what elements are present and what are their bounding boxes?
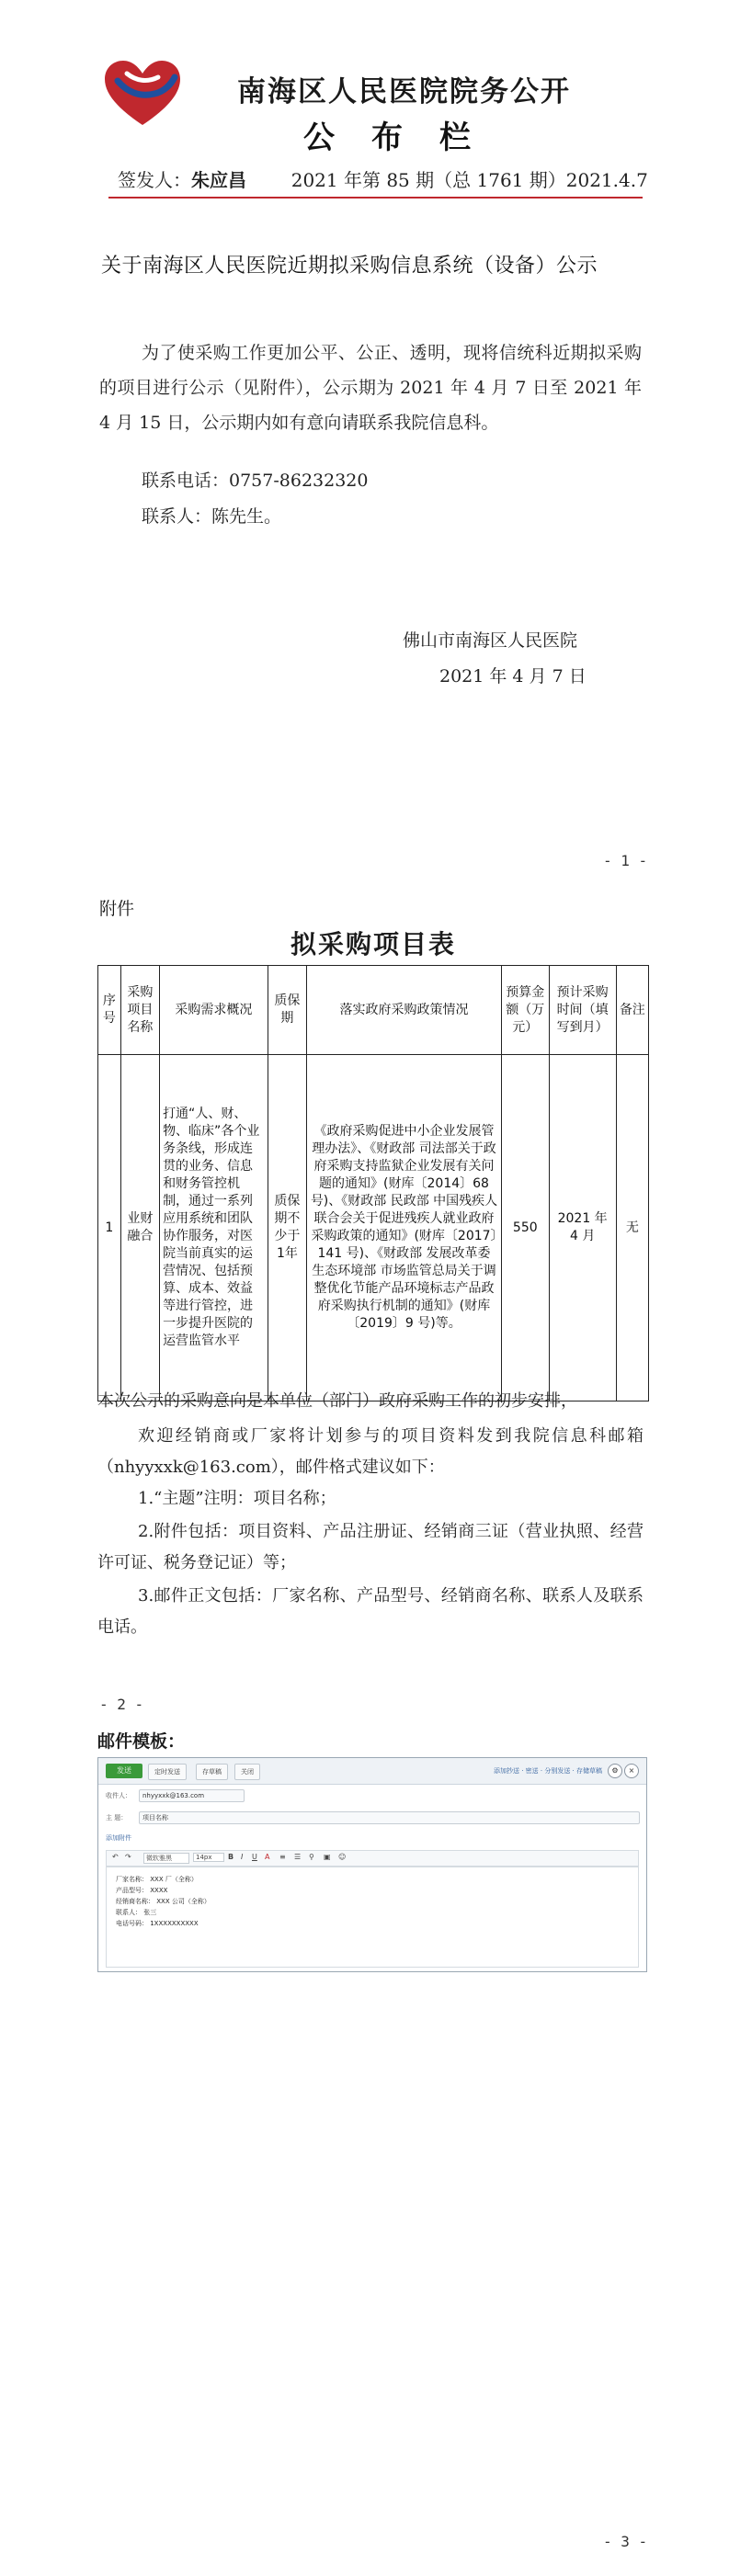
column-header: 序号	[98, 966, 121, 1055]
mail-toolbar	[98, 1758, 646, 1785]
attachment-label: 附件	[99, 899, 135, 919]
column-header: 采购需求概况	[160, 966, 268, 1055]
subject-label: 主 题：	[106, 1814, 128, 1821]
link-icon[interactable]: ⚲	[309, 1853, 314, 1861]
issue-info: 2021 年第 85 期（总 1761 期）2021.4.7	[290, 169, 648, 191]
invite-paragraph: 欢迎经销商或厂家将计划参与的项目资料发到我院信息科邮箱（nhyyxxk@163.com），邮件格式建议如下：	[97, 1426, 644, 1477]
format-item-3: 3.邮件正文包括：厂家名称、产品型号、经销商名称、联系人及联系电话。	[97, 1586, 644, 1637]
italic-icon[interactable]: I	[241, 1853, 244, 1861]
cell-warranty: 质保期不少于1年	[268, 1055, 306, 1401]
body-line: 经销商名称： XXX 公司（全称）	[116, 1898, 211, 1905]
font-select[interactable]: 微软雅黑	[143, 1853, 189, 1864]
cell-remark: 无	[616, 1055, 648, 1401]
cell-no: 1	[98, 1055, 121, 1401]
to-label: 收件人：	[106, 1792, 131, 1799]
toolbar-links[interactable]: 添加抄送 · 密送 · 分别发送 · 存储草稿	[493, 1767, 602, 1775]
list-icon[interactable]: ☰	[294, 1853, 302, 1861]
align-left-icon[interactable]: ≡	[279, 1853, 286, 1861]
procurement-table	[97, 965, 649, 1401]
cell-policy: 《政府采购促进中小企业发展管理办法》、《财政部 司法部关于政府采购支持监狱企业发展有关问题的通知》(财库〔2014〕68 号)、《财政部 民政部 中国残疾人联合会关于促进残疾人就业政府采购政策的通知》(财库〔2017〕141 号)、《财政部 发展改革委 生态环境部 市场监管总局关于调整优化节能产品环境标志产品政府采购执行机制的通知》(财库〔2019〕9 号)等。	[307, 1055, 502, 1401]
mail-compose-window	[97, 1757, 647, 1972]
image-icon[interactable]: ▣	[324, 1853, 331, 1861]
body-line: 产品型号： XXXX	[116, 1887, 168, 1894]
cell-budget: 550	[501, 1055, 549, 1401]
cell-time: 2021 年 4 月	[549, 1055, 616, 1401]
bold-icon[interactable]: B	[228, 1853, 234, 1861]
redo-icon[interactable]: ↷	[125, 1853, 131, 1861]
hospital-name: 南海区人民医院院务公开	[237, 75, 571, 108]
close-icon[interactable]: ×	[624, 1764, 639, 1778]
body-line: 联系人： 张三	[116, 1909, 157, 1916]
after-table-note: 本次公示的采购意向是本单位（部门）政府采购工作的初步安排，	[97, 1391, 577, 1411]
column-header: 预计采购时间（填写到月）	[549, 966, 616, 1055]
scheduled-send-button[interactable]: 定时发送	[148, 1764, 187, 1780]
to-input[interactable]: nhyyxxk@163.com	[139, 1789, 245, 1802]
formatting-toolbar	[106, 1850, 639, 1867]
format-item-2: 2.附件包括：项目资料、产品注册证、经销商三证（营业执照、经营许可证、税务登记证）等；	[97, 1522, 644, 1572]
board-title: 公布栏	[303, 119, 507, 156]
column-header: 落实政府采购政策情况	[307, 966, 502, 1055]
hospital-logo-icon	[99, 57, 186, 131]
font-color-icon[interactable]: A	[265, 1853, 270, 1861]
page-number-2: - 2 -	[99, 1696, 144, 1713]
notice-title: 关于南海区人民医院近期拟采购信息系统（设备）公示	[101, 255, 598, 278]
underline-icon[interactable]: U	[252, 1853, 257, 1861]
page-number-1: - 1 -	[603, 852, 648, 869]
body-line: 厂家名称： XXX 厂（全称）	[116, 1876, 198, 1883]
column-header: 备注	[616, 966, 648, 1055]
format-item-1: 1.“主题”注明：项目名称；	[138, 1489, 336, 1508]
send-button[interactable]: 发送	[106, 1764, 142, 1778]
column-header: 采购项目名称	[120, 966, 159, 1055]
font-size-select[interactable]: 14px	[193, 1853, 224, 1862]
issue-meta	[118, 165, 648, 192]
notice-paragraph: 为了使采购工作更加公平、公正、透明，现将信统科近期拟采购的项目进行公示（见附件），公示期为 2021 年 4 月 7 日至 2021 年 4 月 15 日，公示期内如有意向请联系我院信息科。	[99, 343, 642, 433]
add-attachment-link[interactable]: 添加附件	[106, 1834, 131, 1842]
column-header: 质保期	[268, 966, 306, 1055]
subject-input[interactable]: 项目名称	[139, 1811, 640, 1824]
issuing-org: 佛山市南海区人民医院	[403, 630, 578, 651]
cell-project-name: 业财融合	[120, 1055, 159, 1401]
undo-icon[interactable]: ↶	[112, 1853, 119, 1861]
page-number-3: - 3 -	[603, 2533, 648, 2550]
mail-body[interactable]	[106, 1867, 639, 1968]
issue-date: 2021 年 4 月 7 日	[439, 666, 587, 687]
save-draft-button[interactable]: 存草稿	[196, 1764, 228, 1780]
contact-phone: 联系电话：0757-86232320	[142, 471, 369, 491]
column-header: 预算金额（万元）	[501, 966, 549, 1055]
table-row	[98, 1055, 649, 1401]
settings-icon[interactable]: ⚙	[608, 1764, 622, 1778]
header-divider	[108, 197, 643, 199]
mail-template-label: 邮件模板：	[97, 1731, 186, 1752]
contact-person: 联系人：陈先生。	[142, 506, 282, 527]
body-line: 电话号码： 1XXXXXXXXXX	[116, 1920, 199, 1927]
close-button[interactable]: 关闭	[234, 1764, 260, 1780]
cell-need: 打通“人、财、物、临床”各个业务条线，形成连贯的业务、信息和财务管控机制，通过一系列应用系统和团队协作服务，对医院当前真实的运营情况、包括预算、成本、效益等进行管控，进一步提升医院的运营监管水平	[160, 1055, 268, 1401]
table-title: 拟采购项目表	[290, 929, 457, 959]
emoji-icon[interactable]: ☺	[338, 1853, 347, 1861]
table-header-row	[98, 966, 649, 1055]
signer-name: 朱应昌	[191, 169, 246, 191]
signer-label: 签发人：	[118, 169, 191, 191]
